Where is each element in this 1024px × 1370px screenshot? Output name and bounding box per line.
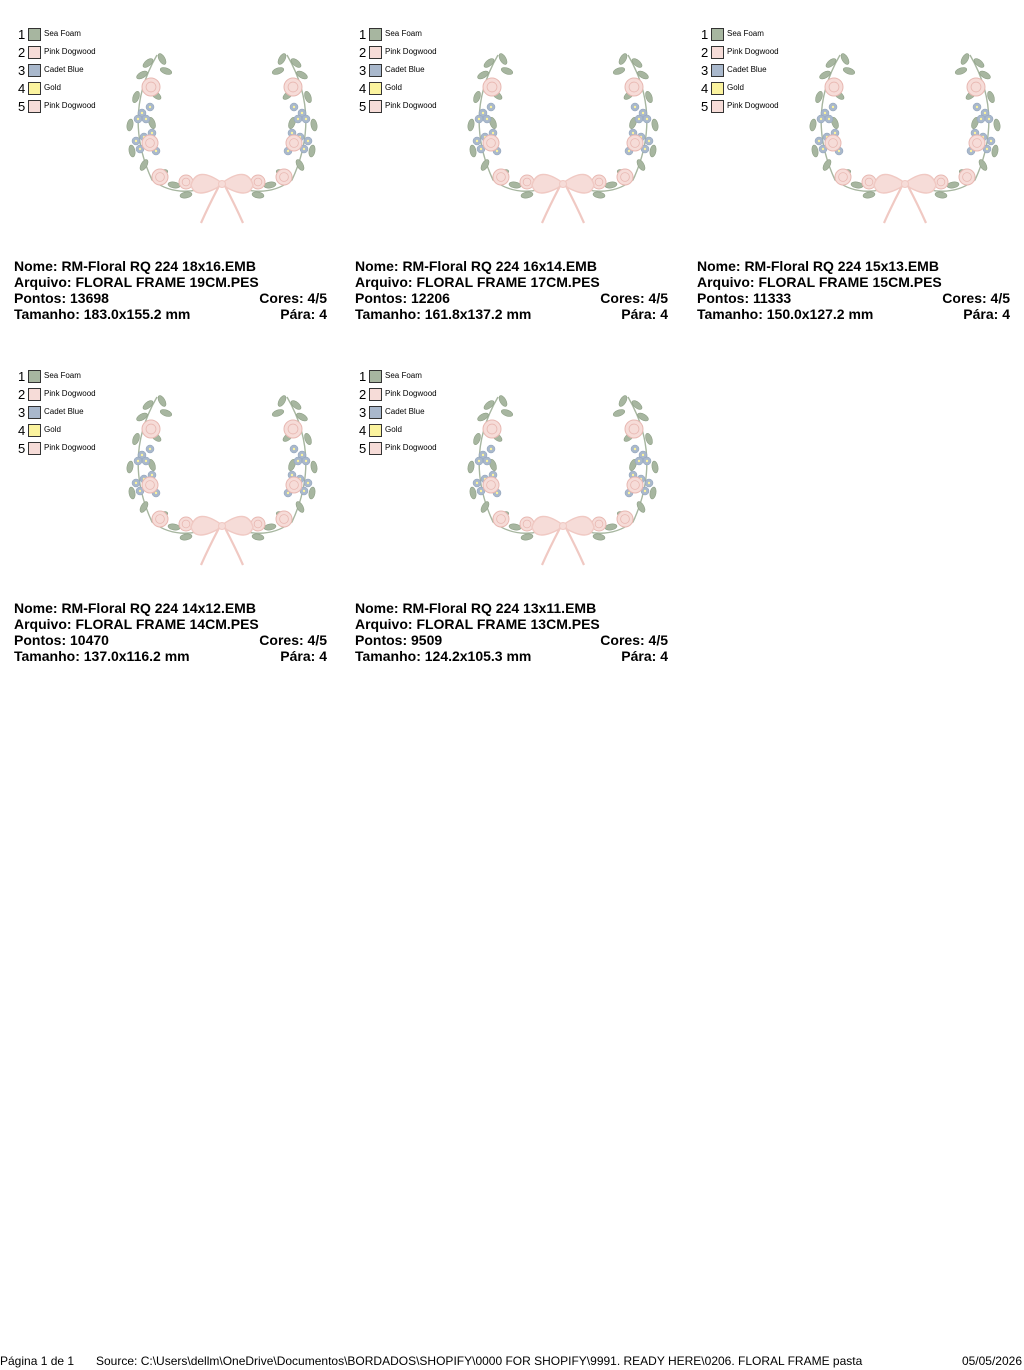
flower-center-shape [980, 118, 982, 120]
stop-count: Pára: 4 [621, 648, 668, 664]
rose-shape [627, 477, 643, 493]
legend-color-name: Sea Foam [385, 371, 422, 380]
leaf-shape [842, 66, 855, 76]
leaf-shape [649, 145, 657, 158]
flower-center-shape [145, 460, 147, 462]
flower-center-shape [297, 118, 299, 120]
legend-number: 4 [18, 81, 26, 96]
leaf-shape [839, 52, 850, 65]
flower-center-shape [496, 150, 498, 152]
legend-color-name: Pink Dogwood [727, 101, 779, 110]
flower-center-shape [974, 132, 976, 134]
color-swatch [711, 28, 724, 41]
flower-center-shape [628, 492, 630, 494]
design-info [14, 600, 327, 664]
design-info [355, 600, 668, 664]
leaf-shape [617, 52, 628, 65]
design-card [355, 0, 675, 330]
legend-color-name: Pink Dogwood [44, 101, 96, 110]
legend-color-name: Gold [44, 83, 61, 92]
flower-center-shape [486, 118, 488, 120]
color-swatch [28, 46, 41, 59]
bow-knot-shape [219, 181, 226, 188]
leaf-shape [276, 52, 287, 65]
legend-number: 2 [359, 45, 367, 60]
rose-shape [835, 169, 851, 185]
design-info [14, 258, 327, 322]
legend-color-name: Gold [385, 83, 402, 92]
flower-center-shape [638, 118, 640, 120]
legend-number: 2 [18, 387, 26, 402]
flower-center-shape [834, 132, 836, 134]
design-size: Tamanho: 183.0x155.2 mm [14, 306, 191, 322]
leaf-shape [180, 191, 193, 199]
rose-shape [617, 169, 633, 185]
legend-number: 1 [18, 369, 26, 384]
flower-center-shape [632, 474, 634, 476]
flower-center-shape [490, 106, 492, 108]
leaf-shape [811, 145, 819, 158]
flower-center-shape [990, 140, 992, 142]
flower-center-shape [646, 118, 648, 120]
legend-color-name: Pink Dogwood [385, 101, 437, 110]
flower-center-shape [486, 460, 488, 462]
flower-center-shape [824, 112, 826, 114]
leaf-shape [467, 119, 475, 132]
flower-center-shape [986, 148, 988, 150]
flower-center-shape [476, 482, 478, 484]
flower-center-shape [307, 482, 309, 484]
stop-count: Pára: 4 [963, 306, 1010, 322]
flower-center-shape [139, 148, 141, 150]
rose-shape [276, 169, 292, 185]
leaf-shape [617, 394, 628, 407]
flower-center-shape [642, 112, 644, 114]
legend-color-name: Cadet Blue [44, 407, 84, 416]
design-file: Arquivo: FLORAL FRAME 19CM.PES [14, 274, 259, 290]
leaf-shape [651, 461, 659, 474]
rose-shape [967, 78, 985, 96]
legend-color-name: Sea Foam [44, 371, 81, 380]
legend-number: 3 [359, 63, 367, 78]
flower-center-shape [634, 106, 636, 108]
flower-center-shape [480, 148, 482, 150]
legend-number: 3 [18, 63, 26, 78]
flower-center-shape [634, 448, 636, 450]
leaf-shape [605, 181, 618, 189]
color-count: Cores: 4/5 [600, 290, 668, 306]
leaf-shape [935, 191, 948, 199]
stitch-count: Pontos: 12206 [355, 290, 450, 306]
leaf-shape [991, 145, 999, 158]
leaf-shape [159, 66, 172, 76]
leaf-shape [469, 145, 477, 158]
stop-count: Pára: 4 [280, 648, 327, 664]
legend-number: 5 [359, 441, 367, 456]
design-name: Nome: RM-Floral RQ 224 14x12.EMB [14, 600, 256, 616]
flower-center-shape [970, 150, 972, 152]
rose-shape [617, 511, 633, 527]
legend-number: 4 [701, 81, 709, 96]
flower-center-shape [832, 106, 834, 108]
leaf-shape [509, 523, 522, 531]
leaf-shape [126, 119, 134, 132]
legend-number: 5 [701, 99, 709, 114]
color-swatch [28, 406, 41, 419]
flower-center-shape [303, 490, 305, 492]
leaf-shape [605, 523, 618, 531]
flower-center-shape [149, 448, 151, 450]
design-name: Nome: RM-Floral RQ 224 13x11.EMB [355, 600, 597, 616]
design-file: Arquivo: FLORAL FRAME 15CM.PES [697, 274, 942, 290]
flower-center-shape [287, 150, 289, 152]
legend-color-name: Gold [385, 425, 402, 434]
stitch-count: Pontos: 9509 [355, 632, 443, 648]
page-number: Página 1 de 1 [0, 1354, 75, 1368]
flower-center-shape [151, 474, 153, 476]
floral-frame-design [458, 387, 668, 572]
legend-number: 1 [359, 27, 367, 42]
leaf-shape [521, 191, 534, 199]
floral-frame-design [800, 45, 1010, 230]
flower-center-shape [291, 474, 293, 476]
flower-center-shape [141, 454, 143, 456]
page-footer [0, 1353, 1024, 1370]
color-swatch [28, 388, 41, 401]
legend-color-name: Pink Dogwood [44, 389, 96, 398]
flower-center-shape [145, 118, 147, 120]
flower-center-shape [482, 112, 484, 114]
flower-center-shape [638, 460, 640, 462]
color-swatch [711, 46, 724, 59]
design-card [697, 0, 1017, 330]
rose-shape [969, 135, 985, 151]
rose-shape [284, 78, 302, 96]
flower-center-shape [482, 454, 484, 456]
leaf-shape [156, 52, 167, 65]
flower-center-shape [480, 490, 482, 492]
rose-shape [142, 420, 160, 438]
rose-shape [493, 169, 509, 185]
design-name: Nome: RM-Floral RQ 224 18x16.EMB [14, 258, 256, 274]
flower-center-shape [291, 132, 293, 134]
flower-center-shape [293, 448, 295, 450]
color-swatch [369, 64, 382, 77]
flower-center-shape [135, 140, 137, 142]
leaf-shape [310, 461, 318, 474]
legend-number: 2 [359, 387, 367, 402]
legend-color-name: Cadet Blue [385, 407, 425, 416]
flower-center-shape [822, 148, 824, 150]
stop-count: Pára: 4 [280, 306, 327, 322]
flower-center-shape [648, 140, 650, 142]
rose-shape [152, 169, 168, 185]
rose-shape [825, 78, 843, 96]
legend-number: 3 [359, 405, 367, 420]
flower-center-shape [478, 118, 480, 120]
design-info [697, 258, 1010, 322]
rose-shape [142, 78, 160, 96]
legend-number: 1 [359, 369, 367, 384]
color-swatch [369, 370, 382, 383]
flower-center-shape [642, 454, 644, 456]
leaf-shape [264, 181, 277, 189]
leaf-shape [651, 119, 659, 132]
rose-shape [625, 78, 643, 96]
leaf-shape [276, 394, 287, 407]
leaf-shape [271, 408, 284, 418]
rose-shape [142, 135, 158, 151]
leaf-shape [252, 191, 265, 199]
flower-center-shape [492, 474, 494, 476]
leaf-shape [954, 66, 967, 76]
design-card [14, 342, 334, 672]
legend-number: 3 [701, 63, 709, 78]
legend-color-name: Pink Dogwood [44, 47, 96, 56]
leaf-shape [593, 191, 606, 199]
flower-center-shape [305, 460, 307, 462]
color-swatch [28, 28, 41, 41]
flower-center-shape [984, 112, 986, 114]
color-count: Cores: 4/5 [259, 290, 327, 306]
flower-center-shape [139, 490, 141, 492]
color-swatch [28, 370, 41, 383]
design-file: Arquivo: FLORAL FRAME 13CM.PES [355, 616, 600, 632]
leaf-shape [521, 533, 534, 541]
flower-center-shape [137, 118, 139, 120]
color-swatch [711, 100, 724, 113]
floral-frame-design [458, 45, 668, 230]
flower-center-shape [141, 112, 143, 114]
rose-shape [142, 477, 158, 493]
design-card [14, 0, 334, 330]
color-swatch [369, 442, 382, 455]
flower-center-shape [838, 150, 840, 152]
flower-center-shape [303, 148, 305, 150]
flower-center-shape [644, 148, 646, 150]
rose-shape [286, 477, 302, 493]
flower-center-shape [828, 118, 830, 120]
color-swatch [28, 442, 41, 455]
legend-color-name: Pink Dogwood [385, 389, 437, 398]
stop-count: Pára: 4 [621, 306, 668, 322]
flower-center-shape [632, 132, 634, 134]
flower-center-shape [818, 140, 820, 142]
leaf-shape [159, 408, 172, 418]
rose-shape [483, 420, 501, 438]
leaf-shape [308, 145, 316, 158]
leaf-shape [128, 145, 136, 158]
color-swatch [369, 100, 382, 113]
flower-center-shape [297, 460, 299, 462]
color-swatch [369, 406, 382, 419]
flower-center-shape [820, 118, 822, 120]
leaf-shape [851, 181, 864, 189]
flower-center-shape [293, 106, 295, 108]
color-swatch [28, 100, 41, 113]
bow-knot-shape [560, 181, 567, 188]
rose-shape [959, 169, 975, 185]
legend-number: 4 [359, 81, 367, 96]
legend-color-name: Cadet Blue [385, 65, 425, 74]
bow-knot-shape [219, 523, 226, 530]
design-size: Tamanho: 161.8x137.2 mm [355, 306, 532, 322]
flower-center-shape [287, 492, 289, 494]
leaf-shape [469, 487, 477, 500]
rose-shape [625, 420, 643, 438]
legend-color-name: Sea Foam [385, 29, 422, 38]
legend-number: 4 [18, 423, 26, 438]
flower-center-shape [644, 490, 646, 492]
flower-center-shape [648, 482, 650, 484]
leaf-shape [500, 408, 513, 418]
color-swatch [369, 424, 382, 437]
rose-shape [286, 135, 302, 151]
rose-shape [483, 78, 501, 96]
leaf-shape [180, 533, 193, 541]
bow-knot-shape [560, 523, 567, 530]
flower-center-shape [307, 140, 309, 142]
leaf-shape [126, 461, 134, 474]
flower-center-shape [149, 106, 151, 108]
color-swatch [369, 46, 382, 59]
leaf-shape [128, 487, 136, 500]
rose-shape [825, 135, 841, 151]
legend-number: 2 [701, 45, 709, 60]
stitch-count: Pontos: 13698 [14, 290, 109, 306]
color-swatch [711, 64, 724, 77]
leaf-shape [467, 461, 475, 474]
leaf-shape [497, 52, 508, 65]
rose-shape [627, 135, 643, 151]
flower-center-shape [988, 118, 990, 120]
rose-shape [493, 511, 509, 527]
source-path: Source: C:\Users\dellm\OneDrive\Documentos\BORDADOS\SHOPIFY\0000 FOR SHOPIFY\9991. READY HERE\0206. FLORAL FRAME pasta [96, 1354, 863, 1368]
leaf-shape [863, 191, 876, 199]
color-swatch [28, 64, 41, 77]
legend-color-name: Gold [727, 83, 744, 92]
flower-center-shape [155, 150, 157, 152]
legend-color-name: Pink Dogwood [44, 443, 96, 452]
leaf-shape [500, 66, 513, 76]
flower-center-shape [151, 132, 153, 134]
flower-center-shape [976, 106, 978, 108]
leaf-shape [264, 523, 277, 531]
color-swatch [369, 82, 382, 95]
legend-number: 3 [18, 405, 26, 420]
design-info [355, 258, 668, 322]
legend-number: 5 [18, 441, 26, 456]
design-file: Arquivo: FLORAL FRAME 17CM.PES [355, 274, 600, 290]
legend-color-name: Pink Dogwood [727, 47, 779, 56]
design-size: Tamanho: 150.0x127.2 mm [697, 306, 874, 322]
leaf-shape [168, 181, 181, 189]
flower-center-shape [646, 460, 648, 462]
floral-frame-design [117, 387, 327, 572]
design-size: Tamanho: 137.0x116.2 mm [14, 648, 190, 664]
rose-shape [284, 420, 302, 438]
design-name: Nome: RM-Floral RQ 224 15x13.EMB [697, 258, 939, 274]
stitch-count: Pontos: 10470 [14, 632, 109, 648]
leaf-shape [497, 394, 508, 407]
rose-shape [276, 511, 292, 527]
flower-center-shape [628, 150, 630, 152]
legend-number: 4 [359, 423, 367, 438]
rose-shape [483, 135, 499, 151]
color-swatch [28, 82, 41, 95]
legend-color-name: Cadet Blue [727, 65, 767, 74]
rose-shape [483, 477, 499, 493]
flower-center-shape [155, 492, 157, 494]
color-count: Cores: 4/5 [600, 632, 668, 648]
legend-color-name: Cadet Blue [44, 65, 84, 74]
color-swatch [369, 28, 382, 41]
legend-color-name: Gold [44, 425, 61, 434]
print-date: 05/05/2026 [961, 1354, 1022, 1368]
color-swatch [28, 424, 41, 437]
flower-center-shape [496, 492, 498, 494]
flower-center-shape [301, 112, 303, 114]
leaf-shape [612, 66, 625, 76]
stitch-count: Pontos: 11333 [697, 290, 792, 306]
leaf-shape [993, 119, 1001, 132]
legend-number: 1 [18, 27, 26, 42]
leaf-shape [593, 533, 606, 541]
leaf-shape [168, 523, 181, 531]
color-swatch [369, 388, 382, 401]
leaf-shape [809, 119, 817, 132]
flower-center-shape [476, 140, 478, 142]
color-count: Cores: 4/5 [259, 632, 327, 648]
flower-center-shape [305, 118, 307, 120]
legend-color-name: Pink Dogwood [385, 443, 437, 452]
legend-color-name: Pink Dogwood [385, 47, 437, 56]
leaf-shape [509, 181, 522, 189]
flower-center-shape [478, 460, 480, 462]
leaf-shape [271, 66, 284, 76]
legend-color-name: Sea Foam [44, 29, 81, 38]
color-swatch [711, 82, 724, 95]
legend-color-name: Sea Foam [727, 29, 764, 38]
leaf-shape [310, 119, 318, 132]
design-size: Tamanho: 124.2x105.3 mm [355, 648, 532, 664]
legend-number: 2 [18, 45, 26, 60]
rose-shape [152, 511, 168, 527]
design-name: Nome: RM-Floral RQ 224 16x14.EMB [355, 258, 597, 274]
floral-frame-design [117, 45, 327, 230]
leaf-shape [612, 408, 625, 418]
color-count: Cores: 4/5 [942, 290, 1010, 306]
legend-number: 5 [359, 99, 367, 114]
design-card [355, 342, 675, 672]
leaf-shape [649, 487, 657, 500]
legend-number: 1 [701, 27, 709, 42]
bow-knot-shape [902, 181, 909, 188]
leaf-shape [308, 487, 316, 500]
design-file: Arquivo: FLORAL FRAME 14CM.PES [14, 616, 259, 632]
leaf-shape [947, 181, 960, 189]
leaf-shape [252, 533, 265, 541]
flower-center-shape [301, 454, 303, 456]
leaf-shape [156, 394, 167, 407]
leaf-shape [959, 52, 970, 65]
flower-center-shape [490, 448, 492, 450]
flower-center-shape [492, 132, 494, 134]
flower-center-shape [137, 460, 139, 462]
legend-number: 5 [18, 99, 26, 114]
flower-center-shape [135, 482, 137, 484]
